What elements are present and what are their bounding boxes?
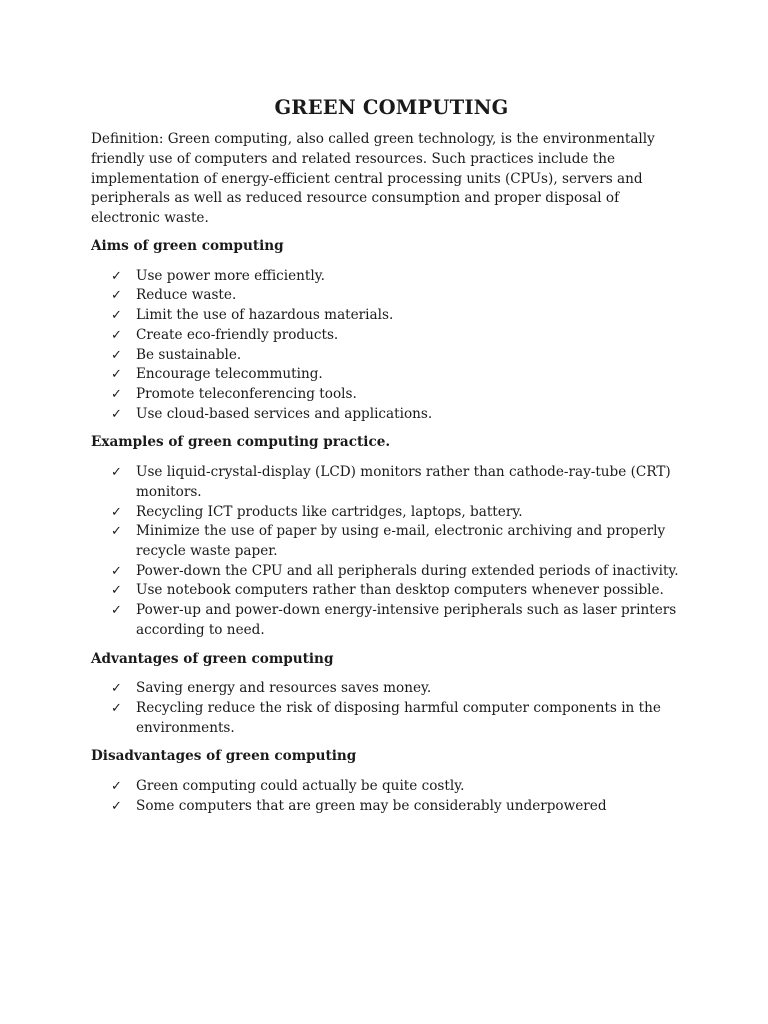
list-item [91, 463, 688, 502]
list-item [91, 326, 688, 346]
list-item-text: Promote teleconferencing tools. [136, 386, 357, 402]
definition-paragraph: Definition: Green computing, also called green technology, is the environmentally friendly use of computers and related resources. Such practices include the implementation of energy-efficient central processing units (CPUs), servers and peripherals as well as reduced resource consumption and proper disposal of electronic waste. [91, 131, 655, 227]
advantages-list [91, 679, 688, 738]
list-item [91, 679, 688, 699]
list-item-text: Saving energy and resources saves money. [136, 680, 432, 697]
checkmark-icon: ✓ [111, 779, 122, 795]
list-item-text: Encourage telecommuting. [136, 366, 323, 383]
list-item-text: Limit the use of hazardous materials. [136, 307, 394, 324]
list-item-text: Green computing could actually be quite costly. [136, 778, 465, 795]
checkmark-icon: ✓ [111, 701, 122, 717]
checkmark-icon: ✓ [111, 308, 122, 324]
list-item [91, 562, 688, 582]
list-item-text: Use power more efficiently. [136, 267, 325, 284]
list-item-text: Be sustainable. [136, 346, 242, 363]
checkmark-icon: ✓ [111, 798, 122, 814]
checkmark-icon: ✓ [111, 465, 122, 481]
checkmark-icon: ✓ [111, 603, 122, 619]
list-item [91, 699, 688, 738]
list-item [91, 503, 688, 523]
list-item [91, 365, 688, 385]
examples-heading: Examples of green computing practice. [91, 434, 391, 451]
list-item [91, 306, 688, 326]
list-item-text: Create eco-friendly products. [136, 326, 339, 343]
checkmark-icon: ✓ [111, 681, 122, 697]
list-item [91, 601, 688, 640]
checkmark-icon: ✓ [111, 583, 122, 599]
list-item [91, 405, 688, 425]
checkmark-icon: ✓ [111, 268, 122, 284]
list-item [91, 267, 688, 287]
list-item [91, 777, 688, 797]
checkmark-icon: ✓ [111, 524, 122, 540]
list-item-text: Some computers that are green may be considerably underpowered [136, 797, 607, 814]
list-item [91, 385, 688, 405]
list-item-text: Power-down the CPU and all peripherals during extended periods of inactivity. [136, 562, 679, 579]
list-item-text: Use cloud-based services and applications. [136, 405, 433, 422]
list-item-text: Reduce waste. [136, 287, 237, 304]
list-item [91, 522, 688, 561]
list-item [91, 581, 688, 601]
list-item [91, 797, 688, 817]
list-item-text: Use notebook computers rather than desktop computers whenever possible. [136, 582, 664, 599]
checkmark-icon: ✓ [111, 504, 122, 520]
checkmark-icon: ✓ [111, 563, 122, 579]
list-item-text: Minimize the use of paper by using e-mail, electronic archiving and properly recycle waste paper. [136, 523, 666, 560]
advantages-heading: Advantages of green computing [91, 650, 334, 667]
aims-list [91, 267, 688, 425]
list-item [91, 286, 688, 306]
list-item-text: Use liquid-crystal-display (LCD) monitors rather than cathode-ray-tube (CRT) monitors. [136, 464, 671, 500]
document-title: GREEN COMPUTING [274, 96, 509, 119]
checkmark-icon: ✓ [111, 347, 122, 363]
list-item-text: Recycling ICT products like cartridges, laptops, battery. [136, 503, 523, 520]
disadvantages-heading: Disadvantages of green computing [91, 748, 357, 765]
list-item-text: Recycling reduce the risk of disposing harmful computer components in the environments. [136, 700, 661, 736]
list-item [91, 346, 688, 366]
checkmark-icon: ✓ [111, 367, 122, 383]
aims-heading: Aims of green computing [91, 237, 284, 254]
examples-list [91, 463, 688, 640]
checkmark-icon: ✓ [111, 387, 122, 402]
list-item-text: Power-up and power-down energy-intensive peripherals such as laser printers according to need. [136, 602, 677, 638]
checkmark-icon: ✓ [111, 327, 122, 343]
checkmark-icon: ✓ [111, 406, 122, 422]
disadvantages-list [91, 777, 688, 816]
checkmark-icon: ✓ [111, 288, 122, 304]
